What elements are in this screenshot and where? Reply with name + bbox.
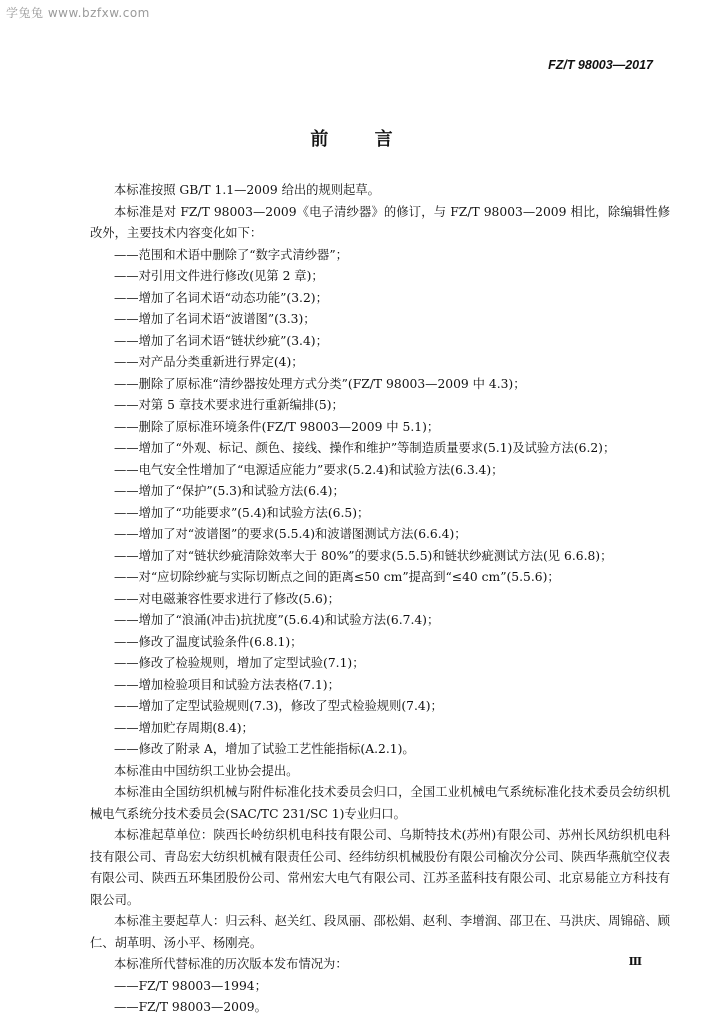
list-item: ——修改了温度试验条件(6.8.1)；	[114, 634, 303, 649]
foreword-body	[90, 180, 670, 1019]
list-item: ——删除了原标准“清纱器按处理方式分类”(FZ/T 98003—2009 中 4.3)；	[114, 376, 526, 391]
paragraph: 本标准由全国纺织机械与附件标准化技术委员会归口，全国工业机械电气系统标准化技术委员会纺织机械电气系统分技术委员会(SAC/TC 231/SC 1)专业归口。	[90, 785, 670, 821]
paragraph: 本标准主要起草人：归云科、赵关红、段凤丽、邵松娟、赵利、李增润、邵卫在、马洪庆、周锦碚、顾仁、胡革明、汤小平、杨刚亮。	[90, 914, 670, 950]
changes-list	[90, 245, 670, 761]
previous-versions-list	[90, 976, 670, 1019]
list-item: ——增加了名词术语“链状纱疵”(3.4)；	[114, 333, 328, 348]
list-item: ——对产品分类重新进行界定(4)；	[114, 355, 304, 369]
list-item: ——范围和术语中删除了“数字式清纱器”；	[114, 247, 348, 262]
paragraph: 本标准是对 FZ/T 98003—2009《电子清纱器》的修订，与 FZ/T 98003—2009 相比，除编辑性修改外，主要技术内容变化如下：	[90, 204, 670, 240]
list-item: ——增加了“外观、标记、颜色、接线、操作和维护”等制造质量要求(5.1)及试验方法(6.2)；	[114, 441, 616, 455]
list-item: ——增加贮存周期(8.4)；	[114, 720, 254, 735]
list-item: ——对引用文件进行修改(见第 2 章)；	[114, 269, 324, 283]
paragraph: 本标准起草单位：陕西长岭纺织机电科技有限公司、乌斯特技术(苏州)有限公司、苏州长风纺织机电科技有限公司、青岛宏大纺织机械有限责任公司、经纬纺织机械股份有限公司榆次分公司、陕西华燕航空仪表有限公司、陕西五环集团股份公司、常州宏大电气有限公司、江苏圣蓝科技有限公司、北京易能立方科技有限公司。	[90, 828, 670, 907]
page-title: 前 言	[310, 129, 413, 150]
list-item: ——增加了“浪涌(冲击)抗扰度”(5.6.4)和试验方法(6.7.4)；	[114, 613, 440, 627]
list-item: ——增加了名词术语“波谱图”(3.3)；	[114, 312, 316, 326]
list-item: ——增加了对“波谱图”的要求(5.5.4)和波谱图测试方法(6.6.4)；	[114, 527, 467, 541]
list-item: ——对“应切除纱疵与实际切断点之间的距离≤50 cm”提高到“≤40 cm”(5.5.6)；	[114, 570, 560, 584]
paragraph: 本标准按照 GB/T 1.1—2009 给出的规则起草。	[114, 183, 380, 197]
list-item: ——对第 5 章技术要求进行重新编排(5)；	[114, 398, 344, 412]
list-item: ——修改了附录 A，增加了试验工艺性能指标(A.2.1)。	[114, 742, 415, 756]
list-item: ——增加检验项目和试验方法表格(7.1)；	[114, 677, 340, 692]
list-item: ——对电磁兼容性要求进行了修改(5.6)；	[114, 591, 340, 606]
list-item: ——修改了检验规则，增加了定型试验(7.1)；	[114, 656, 365, 670]
list-item: ——删除了原标准环境条件(FZ/T 98003—2009 中 5.1)；	[114, 419, 440, 434]
paragraph: 本标准所代替标准的历次版本发布情况为：	[114, 957, 348, 971]
watermark: 学兔兔 www.bzfxw.com	[6, 6, 150, 20]
list-item: ——增加了定型试验规则(7.3)，修改了型式检验规则(7.4)；	[114, 699, 443, 713]
list-item: ——增加了“保护”(5.3)和试验方法(6.4)；	[114, 484, 345, 498]
list-item: ——增加了对“链状纱疵清除效率大于 80%”的要求(5.5.5)和链状纱疵测试方法(见 6.6.8)；	[114, 548, 613, 563]
paragraph: 本标准由中国纺织工业协会提出。	[114, 763, 299, 778]
list-item: ——增加了名词术语“动态功能”(3.2)；	[114, 290, 328, 305]
list-item: ——FZ/T 98003—1994；	[114, 978, 267, 993]
document-number: FZ/T 98003—2017	[548, 58, 653, 72]
page-number: Ⅲ	[628, 955, 641, 968]
list-item: ——电气安全性增加了“电源适应能力”要求(5.2.4)和试验方法(6.3.4)；	[114, 462, 504, 477]
list-item: ——FZ/T 98003—2009。	[114, 1000, 267, 1014]
list-item: ——增加了“功能要求”(5.4)和试验方法(6.5)；	[114, 505, 370, 520]
